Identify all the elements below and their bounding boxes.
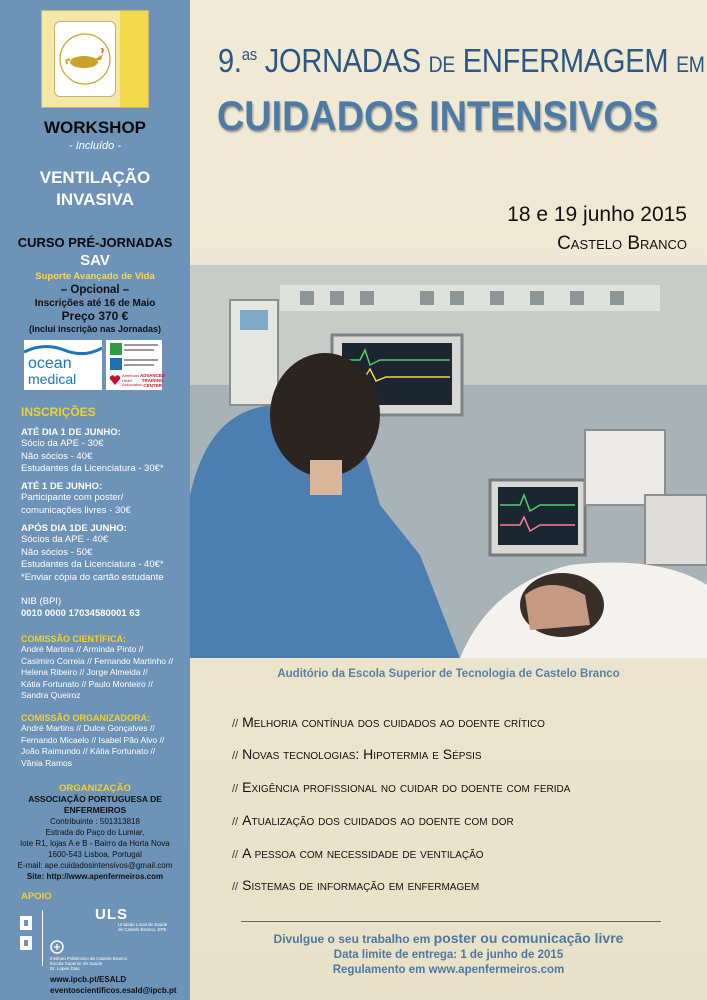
sav-full: Suporte Avançado de Vida <box>35 271 155 282</box>
venue-text: Auditório da Escola Superior de Tecnologia de Castelo Branco <box>277 668 620 680</box>
footer-divider <box>241 921 661 922</box>
aha-word: American <box>122 373 139 378</box>
logo-text-line <box>124 359 158 361</box>
committee-line: Vânia Ramos <box>21 757 73 768</box>
ipcb-logo-icon <box>18 914 34 954</box>
topic-prefix: // <box>232 881 239 893</box>
topic-item <box>232 779 570 795</box>
org-name-2: ENFERMEIROS <box>63 805 127 815</box>
ipcb-url[interactable]: www.ipcb.pt/ESALD <box>50 975 127 984</box>
workshop-heading: WORKSHOP <box>44 118 146 137</box>
sav-price: Preço 370 € <box>61 309 129 323</box>
uls-logo: ULS <box>95 906 128 923</box>
aha-word: Association <box>122 382 143 387</box>
event-title-main: CUIDADOS INTENSIVOS <box>217 92 659 139</box>
logo-ring <box>55 22 115 96</box>
nib-label: NIB (BPI) <box>21 596 62 607</box>
sav-deadline: Inscrições até 16 de Maio <box>34 298 156 309</box>
wave-icon <box>24 342 102 356</box>
price-block-3-title: APÓS DIA 1DE JUNHO: <box>21 523 127 534</box>
event-title-line-1 <box>218 42 705 80</box>
icu-photo <box>190 265 707 658</box>
org-site-link[interactable]: Site: http://www.apenfermeiros.com <box>26 872 164 881</box>
price-line: Estudantes da Licenciatura - 30€* <box>21 463 164 474</box>
logo-text-line <box>124 344 158 346</box>
esald-line: Escola Superior de Saúde <box>50 961 103 966</box>
ipcb-email[interactable]: eventoscientificos.esald@ipcb.pt <box>50 986 177 995</box>
topic-prefix: // <box>232 783 239 795</box>
org-line: lote R1, lojas A e B - Bairro da Horta Nova <box>20 839 170 848</box>
workshop-title <box>0 167 190 211</box>
topic-item <box>232 746 482 762</box>
organization-block <box>0 783 190 882</box>
uls-subtitle-line: Unidade Local de Saúde <box>118 922 168 927</box>
topic-text: Exigência profissional no cuidar do doente com ferida <box>242 779 571 795</box>
curso-heading: CURSO PRÉ-JORNADAS <box>17 235 173 250</box>
accreditation-icon <box>110 358 122 370</box>
ventilation-line-2: INVASIVA <box>56 190 134 209</box>
workshop-included: - Incluído - <box>69 140 121 152</box>
price-line: Não sócios - 50€ <box>21 546 93 558</box>
footer-call <box>190 930 707 946</box>
price-line: Estudantes da Licenciatura - 40€* <box>21 559 164 570</box>
event-place: Castelo Branco <box>557 233 687 254</box>
topic-item <box>232 714 545 730</box>
uls-subtitle <box>118 922 167 932</box>
committee-line: Sandra Queiroz <box>21 690 81 700</box>
logo-stripe <box>120 11 148 107</box>
org-line: Contribuinte : 501313818 <box>50 817 140 826</box>
ocean-word: ocean <box>28 355 72 372</box>
aha-word: Heart <box>122 377 132 383</box>
heart-icon <box>109 374 121 386</box>
logo-text-line <box>124 364 154 366</box>
title-jornadas: JORNADAS <box>264 42 421 79</box>
esald-text <box>50 956 127 971</box>
logo-text-line <box>124 349 154 351</box>
sav-optional: – Opcional – <box>60 284 130 296</box>
price-line: comunicações livres - 30€ <box>21 504 131 516</box>
price-block-2 <box>21 481 189 517</box>
price-block-2-title: ATÉ 1 DE JUNHO: <box>21 481 103 492</box>
price-line: Não sócios - 40€ <box>21 450 93 462</box>
footer-deadline: Data limite de entrega: 1 de junho de 2015 <box>333 949 564 961</box>
topic-prefix: // <box>232 816 239 828</box>
ocean-medical-logo <box>24 340 102 390</box>
training-center-logos <box>106 340 166 390</box>
topic-prefix: // <box>232 718 239 730</box>
topic-text: Melhoria contínua dos cuidados ao doente crítico <box>242 714 545 730</box>
training-text <box>140 373 165 388</box>
committee-line: Helena Ribeiro // Jorge Almeida // <box>21 667 148 677</box>
topic-prefix: // <box>232 750 239 762</box>
committee-line: Casimiro Correia // Fernando Martinho // <box>21 655 174 666</box>
footer-call-text: Divulgue o seu trabalho em <box>273 932 431 946</box>
topic-item <box>232 877 479 893</box>
organizing-committee-title: COMISSÃO ORGANIZADORA: <box>21 713 150 723</box>
scientific-committee-title: COMISSÃO CIENTÍFICA: <box>21 634 126 644</box>
price-block-1 <box>21 427 189 476</box>
event-date: 18 e 19 junho 2015 <box>507 203 687 226</box>
committee-line: André Martins // Arminda Pinto // <box>21 644 144 654</box>
logo-divider <box>42 910 43 966</box>
topic-text: A pessoa com necessidade de ventilação <box>242 845 484 861</box>
topic-item <box>232 845 484 861</box>
price-line: Sócio da APE - 30€ <box>21 438 104 449</box>
sav-heading: SAV <box>80 252 110 269</box>
org-line: Estrada do Paço do Lumiar, <box>45 828 145 837</box>
footer-call-highlight: poster ou comunicação livre <box>433 930 624 946</box>
uls-subtitle-line: de Castelo Branco, EPE <box>118 927 167 932</box>
footer-regulation[interactable]: Regulamento em www.apenfermeiros.com <box>332 964 565 976</box>
icu-scene <box>190 265 707 658</box>
nib-value: 0010 0000 17034580001 63 <box>21 608 140 619</box>
org-email: E-mail: ape.cuidadosintensivos@gmail.com <box>17 861 173 870</box>
organizing-committee <box>21 713 189 769</box>
topic-text: Atualização dos cuidados ao doente com dor <box>242 812 514 828</box>
training-word: CENTER <box>143 383 162 388</box>
price-line: *Enviar cópia do cartão estudante <box>21 571 164 583</box>
sidebar <box>0 0 190 1000</box>
training-word: ADVANCED <box>140 373 166 378</box>
committee-line: Kátia Fortunato // Paulo Monteiro // <box>21 678 153 689</box>
ape-logo <box>41 10 149 108</box>
organization-title: ORGANIZAÇÃO <box>59 783 131 794</box>
esald-logo-icon <box>50 940 64 954</box>
topic-text: Novas tecnologias: Hipotermia e Sépsis <box>242 746 482 762</box>
esald-line: Dr. Lopes Dias <box>50 966 80 971</box>
edition-number: 9. <box>218 42 242 79</box>
price-block-3 <box>21 523 189 584</box>
medical-word: medical <box>28 371 77 387</box>
price-line: Participante com poster/ <box>21 492 124 503</box>
org-name-1: ASSOCIAÇÃO PORTUGUESA DE <box>28 794 162 804</box>
committee-line: André Martins // Dulce Gonçalves // <box>21 723 155 733</box>
logo-seal <box>54 21 116 97</box>
scientific-committee <box>21 634 189 702</box>
title-em: EM <box>676 52 705 77</box>
edition-ordinal: as <box>241 45 257 64</box>
org-line: 1600-543 Lisboa, Portugal <box>48 850 142 859</box>
committee-line: Fernando Micaelo // Isabel Pão Alvo // <box>21 734 165 745</box>
esald-line: Instituto Politécnico de Castelo Branco <box>50 956 128 961</box>
training-word: TRAINING <box>141 378 164 383</box>
inscricoes-heading: INSCRIÇÕES <box>21 405 96 419</box>
topic-item <box>232 812 514 828</box>
price-block-1-title: ATÉ DIA 1 DE JUNHO: <box>21 427 121 438</box>
ventilation-line-1: VENTILAÇÃO <box>39 168 151 187</box>
apoio-heading: APOIO <box>21 891 52 902</box>
topic-prefix: // <box>232 849 239 861</box>
title-de: DE <box>428 52 455 77</box>
certification-icon <box>110 343 122 355</box>
topic-text: Sistemas de informação em enfermagem <box>242 877 480 893</box>
price-line: Sócios da APE - 40€ <box>21 534 109 545</box>
sav-includes: (Inclui inscrição nas Jornadas) <box>28 324 162 334</box>
title-enfermagem: ENFERMAGEM <box>462 42 669 79</box>
committee-line: João Raimundo // Kátia Fortunato // <box>21 746 156 756</box>
